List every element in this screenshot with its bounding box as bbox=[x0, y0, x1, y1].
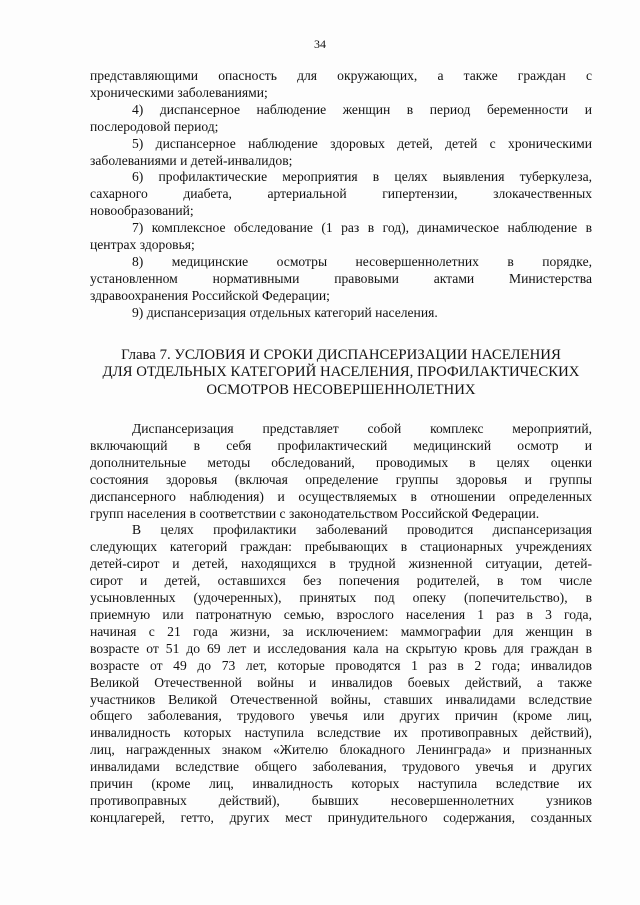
body-block bbox=[90, 421, 592, 827]
text-line: 8) медицинские осмотры несовершеннолетних в порядке, bbox=[132, 253, 592, 269]
text-line: 9) диспансеризация отдельных категорий населения. bbox=[132, 304, 438, 320]
text-line: послеродовой период; bbox=[90, 118, 219, 134]
text-line: 4) диспансерное наблюдение женщин в период беременности и bbox=[132, 101, 592, 117]
text-line: 5) диспансерное наблюдение здоровых детей, детей с хроническими bbox=[132, 135, 592, 151]
text-line: установленном нормативными правовыми актами Министерства bbox=[90, 270, 592, 286]
text-line: инвалидность которых наступила вследствие их противоправных действий), bbox=[90, 725, 592, 741]
text-line: заболеваниями и детей-инвалидов; bbox=[90, 152, 293, 168]
text-line: диспансерного наблюдения) и осуществляемых в отношении определенных bbox=[90, 488, 592, 504]
text-line: Великой Отечественной войны и инвалидов боевых действий, а также bbox=[90, 674, 592, 690]
text-line: 7) комплексное обследование (1 раз в год), динамическое наблюдение в bbox=[132, 220, 592, 236]
text-line: 6) профилактические мероприятия в целях выявления туберкулеза, bbox=[132, 169, 592, 185]
text-line: приемную или патронатную семью, взрослого населения 1 раз в 3 года, bbox=[90, 606, 592, 622]
text-line: новообразований; bbox=[90, 203, 194, 219]
text-line: усыновленных (удочеренных), принятых под опеку (попечительство), в bbox=[90, 590, 592, 606]
text-line: состояния здоровья (включая определение группы здоровья и группы bbox=[90, 471, 592, 487]
text-line: противоправных действий), бывших несовершеннолетних узников bbox=[90, 792, 592, 808]
text-line: общего заболевания, трудового увечья или других причин (кроме лиц, bbox=[90, 708, 592, 724]
text-line: дополнительные методы обследований, проводимых в целях оценки bbox=[90, 454, 592, 470]
text-line: возрасте от 51 до 69 лет и исследования кала на скрытую кровь для граждан в bbox=[90, 640, 592, 656]
page-number: 34 bbox=[314, 37, 326, 51]
chapter-heading-line: Глава 7. УСЛОВИЯ И СРОКИ ДИСПАНСЕРИЗАЦИИ НАСЕЛЕНИЯ bbox=[121, 347, 561, 363]
text-line: здравоохранения Российской Федерации; bbox=[90, 287, 330, 303]
text-line: детей-сирот и детей, находящихся в трудной жизненной ситуации, детей- bbox=[90, 556, 592, 572]
text-line: групп населения в соответствии с законодательством Российской Федерации. bbox=[90, 505, 540, 521]
text-line: В целях профилактики заболеваний проводится диспансеризация bbox=[132, 522, 592, 538]
chapter-heading-line: ОСМОТРОВ НЕСОВЕРШЕННОЛЕТНИХ bbox=[206, 381, 476, 398]
text-line: следующих категорий граждан: пребывающих в стационарных учреждениях bbox=[90, 539, 592, 555]
text-line: начиная с 21 года жизни, за исключением: маммографии для женщин в bbox=[90, 623, 592, 639]
text-line: включающий в себя профилактический медицинский осмотр и bbox=[90, 437, 592, 453]
text-line: сирот и детей, оставшихся без попечения родителей, в том числе bbox=[90, 573, 592, 589]
text-line: причин (кроме лиц, инвалидность которых наступила вследствие их bbox=[90, 776, 592, 792]
chapter-heading-line: ДЛЯ ОТДЕЛЬНЫХ КАТЕГОРИЙ НАСЕЛЕНИЯ, ПРОФИЛАКТИЧЕСКИХ bbox=[102, 364, 580, 381]
text-line: инвалидами вследствие общего заболевания, трудового увечья и других bbox=[90, 759, 592, 775]
text-line: представляющими опасность для окружающих, а также граждан с bbox=[90, 68, 592, 83]
text-line: Диспансеризация представляет собой комплекс мероприятий, bbox=[132, 421, 592, 436]
text-line: центрах здоровья; bbox=[90, 237, 195, 253]
text-line: концлагерей, гетто, других мест принудительного содержания, созданных bbox=[90, 809, 592, 825]
text-line: лиц, награжденных знаком «Жителю блокадного Ленинграда» и признанных bbox=[90, 742, 592, 758]
text-line: хроническими заболеваниями; bbox=[90, 84, 268, 100]
chapter-heading bbox=[90, 347, 592, 399]
text-line: участников Великой Отечественной войны, ставших инвалидами вследствие bbox=[90, 691, 592, 707]
text-line: возрасте от 49 до 73 лет, которые проводятся 1 раз в 2 года; инвалидов bbox=[90, 657, 592, 673]
text-line: сахарного диабета, артериальной гипертензии, злокачественных bbox=[90, 186, 592, 202]
list-block bbox=[90, 68, 592, 322]
